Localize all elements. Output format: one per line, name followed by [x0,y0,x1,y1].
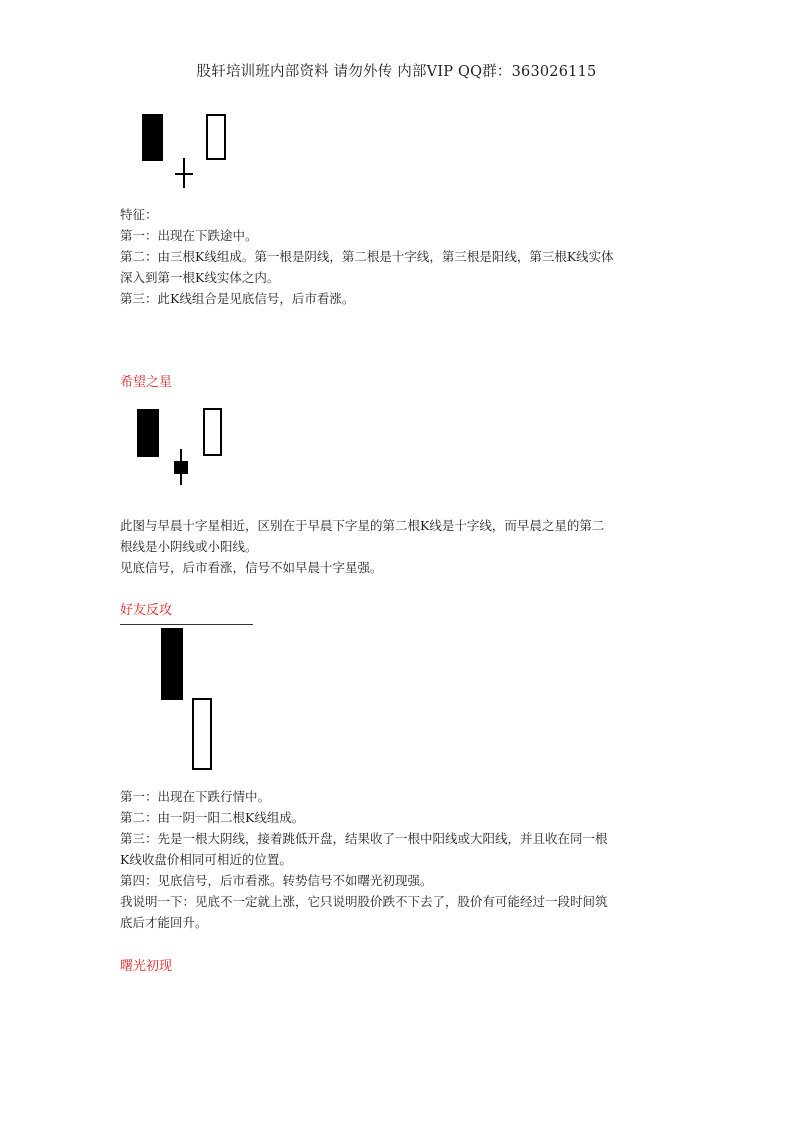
features-label: 特征： [120,207,158,222]
section3-line-6: 我说明一下：见底不一定就上涨，它只说明股价跌不下去了，股价有可能经过一段时间筑 [120,894,608,909]
section2-line-2: 根线是小阴线或小阳线。 [120,539,258,554]
section3-line-7: 底后才能回升。 [120,915,208,930]
bearish-candle [142,114,163,161]
section2-line-1: 此图与早晨十字星相近，区别在于早晨下字星的第二根K线是十字线，而早晨之星的第二 [120,518,605,533]
section1-line-3: 深入到第一根K线实体之内。 [120,270,280,285]
section-divider [120,624,253,625]
section1-line-4: 第三：此K线组合是见底信号，后市看涨。 [120,291,355,306]
bullish-candle [203,408,222,456]
bearish-candle [137,409,159,457]
small-star-body [174,461,188,474]
candlestick-diagram-hope-star [130,400,250,492]
page-header: 股轩培训班内部资料 请勿外传 内部VIP QQ群：363026115 [196,64,597,80]
section3-line-2: 第二：由一阴一阳二根K线组成。 [120,810,305,825]
doji-horizontal-line [175,173,193,175]
candlestick-diagram-morning-doji-star [130,105,250,190]
section3-line-1: 第一：出现在下跌行情中。 [120,789,271,804]
section3-line-3: 第三：先是一根大阴线，接着跳低开盘，结果收了一根中阳线或大阳线，并且收在同一根 [120,831,608,846]
section-title-friend-counterattack: 好友反攻 [120,603,173,618]
section3-line-5: 第四：见底信号，后市看涨。转势信号不如曙光初现强。 [120,873,433,888]
section3-line-4: K线收盘价相同可相近的位置。 [120,852,292,867]
candlestick-diagram-friend-counterattack [150,626,230,776]
section-title-dawn-appears: 曙光初现 [120,959,173,974]
section1-line-2: 第二：由三根K线组成。第一根是阴线，第二根是十字线，第三根是阳线，第三根K线实体 [120,249,614,264]
section-title-hope-star: 希望之星 [120,375,173,390]
section2-line-3: 见底信号，后市看涨，信号不如早晨十字星强。 [120,560,383,575]
section1-line-1: 第一：出现在下跌途中。 [120,228,258,243]
bullish-candle [192,698,212,770]
bullish-candle [206,114,226,160]
bearish-candle [161,628,183,700]
